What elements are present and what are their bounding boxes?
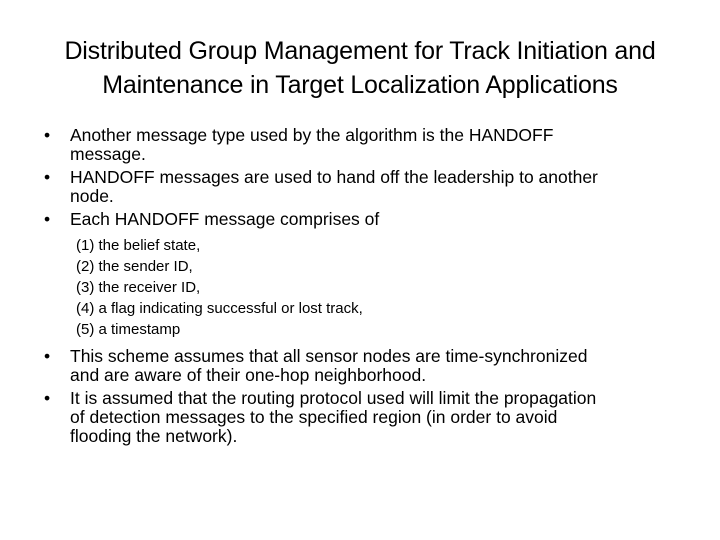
handoff-field-item: (2) the sender ID,	[76, 258, 193, 275]
bullet-line: of detection messages to the specified region (in order to avoid	[70, 407, 558, 427]
handoff-field-item: (4) a flag indicating successful or lost track,	[76, 300, 363, 317]
bullet-item	[44, 168, 684, 206]
bullet-dot: •	[44, 125, 51, 145]
bullet-line: Another message type used by the algorithm is the HANDOFF	[70, 125, 554, 145]
bullet-line: This scheme assumes that all sensor nodes are time-synchronized	[70, 346, 588, 366]
bullet-dot: •	[44, 388, 51, 408]
bullet-line: and are aware of their one-hop neighborhood.	[70, 365, 427, 385]
bullet-item	[44, 389, 684, 446]
handoff-field-item: (3) the receiver ID,	[76, 279, 201, 296]
bullet-line: node.	[70, 186, 114, 206]
handoff-field-list	[76, 235, 684, 340]
bullet-line: message.	[70, 144, 146, 164]
handoff-field-item: (5) a timestamp	[76, 321, 181, 338]
bullet-item	[44, 347, 684, 385]
bullet-item	[44, 210, 684, 229]
title-line: Distributed Group Management for Track Initiation and	[64, 37, 656, 65]
bullet-line: HANDOFF messages are used to hand off the leadership to another	[70, 167, 598, 187]
bullet-dot: •	[44, 209, 51, 229]
bullet-line: It is assumed that the routing protocol used will limit the propagation	[70, 388, 597, 408]
bullet-list	[44, 126, 684, 446]
bullet-dot: •	[44, 167, 51, 187]
handoff-field-item: (1) the belief state,	[76, 237, 201, 254]
bullet-line: flooding the network).	[70, 426, 238, 446]
bullet-item	[44, 126, 684, 164]
title-line: Maintenance in Target Localization Applications	[102, 71, 618, 99]
bullet-line: Each HANDOFF message comprises of	[70, 209, 380, 229]
bullet-dot: •	[44, 346, 51, 366]
slide-title	[0, 34, 720, 102]
